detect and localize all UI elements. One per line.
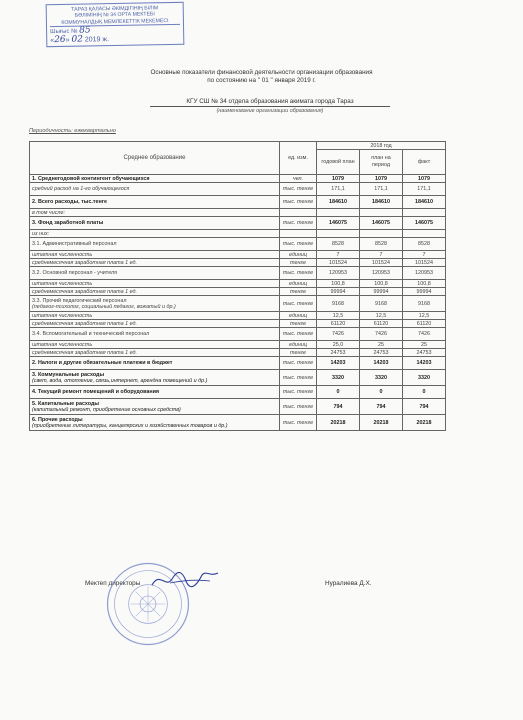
row-indicator-label: 3. Коммунальные расходы [32, 371, 105, 378]
row-unit [280, 230, 317, 238]
row-annual-plan-value: 99994 [317, 288, 360, 296]
stamp-out-label: Шығыс № [50, 28, 78, 36]
table-row [30, 288, 446, 296]
row-annual-plan-value: 101524 [317, 259, 360, 267]
row-indicator-label: из них: [32, 230, 50, 237]
row-indicator-label: среднемесячная заработная плата 1 ед. [32, 320, 137, 327]
row-unit: тыс. тенге [280, 370, 317, 386]
row-annual-plan-value: 14203 [317, 357, 360, 370]
row-actual-value: 171,1 [403, 183, 446, 196]
row-indicator-name [30, 349, 280, 357]
row-indicator-name [30, 217, 280, 230]
row-period-plan-value: 7 [360, 251, 403, 259]
row-period-plan-value: 14203 [360, 357, 403, 370]
row-indicator-label: средний расход на 1-го обучающегося [32, 186, 130, 192]
row-period-plan-value: 61120 [360, 320, 403, 328]
row-annual-plan-value: 25,0 [317, 341, 360, 349]
signatory-name: Нуралиева Д.Х. [325, 580, 372, 587]
row-indicator-label: 4. Текущий ремонт помещений и оборудования [32, 389, 160, 395]
row-indicator-label: штатная численность [32, 312, 93, 319]
row-period-plan-value: 100,8 [360, 280, 403, 288]
organization-caption: (наименование организации образования) [216, 108, 324, 114]
row-actual-value: 61120 [403, 320, 446, 328]
row-indicator-label: штатная численность [32, 341, 93, 348]
row-indicator-name [30, 209, 280, 217]
row-indicator-name [30, 312, 280, 320]
row-unit: тыс. тенге [280, 386, 317, 399]
table-row [30, 196, 446, 209]
row-indicator-name [30, 196, 280, 209]
row-actual-value: 9168 [403, 296, 446, 312]
table-row [30, 296, 446, 312]
row-indicator-label: среднемесячная заработная плата 1 ед. [32, 288, 137, 295]
signature-label: Мектеп директоры [85, 580, 141, 587]
row-indicator-name [30, 386, 280, 399]
row-indicator-label: 3.4. Вспомогательный и технический персонал [32, 331, 150, 337]
table-row [30, 267, 446, 280]
table-row [30, 209, 446, 217]
row-annual-plan-value: 9168 [317, 296, 360, 312]
row-indicator-name [30, 341, 280, 349]
row-period-plan-value: 8528 [360, 238, 403, 251]
row-annual-plan-value: 794 [317, 399, 360, 415]
row-indicator-label: 3.2. Основной персонал - учителя [32, 270, 118, 276]
handwritten-signature-icon [150, 567, 220, 591]
row-period-plan-value: 146075 [360, 217, 403, 230]
row-annual-plan-value: 100,8 [317, 280, 360, 288]
row-actual-value: 20218 [403, 415, 446, 431]
row-actual-value: 120953 [403, 267, 446, 280]
stamp-date-year: 2019 ж. [84, 36, 110, 44]
table-row [30, 415, 446, 431]
row-indicator-name [30, 175, 280, 183]
stamp-line: БӨЛІМІНІҢ № 34 ОРТА МЕКТЕБІ [74, 11, 155, 19]
header-actual: факт [403, 150, 446, 175]
row-actual-value: 184610 [403, 196, 446, 209]
row-actual-value: 794 [403, 399, 446, 415]
row-unit: единиц [280, 341, 317, 349]
row-indicator-note: (свет, вода, отопление, связь,интернет, арендна помещений и др.) [32, 377, 208, 384]
stamp-line: КОММУНАЛДЫҚ МЕМЛЕКЕТТІК МЕКЕМЕСІ [50, 17, 180, 27]
row-period-plan-value: 24753 [360, 349, 403, 357]
row-actual-value: 25 [403, 341, 446, 349]
row-indicator-label: среднемесячная заработная плата 1 ед. [32, 349, 137, 356]
row-period-plan-value: 7426 [360, 328, 403, 341]
row-indicator-note: (капитальный ремонт, приобретение основных средств) [32, 406, 181, 413]
row-annual-plan-value: 20218 [317, 415, 360, 431]
row-indicator-name [30, 296, 280, 312]
table-row [30, 259, 446, 267]
row-indicator-name [30, 288, 280, 296]
row-indicator-label: 6. Прочие расходы [32, 416, 83, 423]
row-unit: тыс. тенге [280, 415, 317, 431]
table-header-row [30, 142, 446, 150]
row-annual-plan-value: 171,1 [317, 183, 360, 196]
row-indicator-label: 5. Капитальные расходы [32, 400, 99, 407]
row-unit: тыс. тенге [280, 238, 317, 251]
row-annual-plan-value [317, 209, 360, 217]
row-actual-value: 12,5 [403, 312, 446, 320]
row-unit: тыс. тенге [280, 357, 317, 370]
row-indicator-name [30, 280, 280, 288]
row-indicator-label: 2. Налоги и другие обязательные платежи в бюджет [32, 360, 173, 366]
row-indicator-note: (педагог-психолог, социальный педагог, вожатый и др.) [32, 303, 176, 310]
row-indicator-label: 1. Среднегодовой контингент обучающихся [32, 175, 150, 182]
stamp-line: ТАРАЗ ҚАЛАСЫ ӘКІМДІГІНІҢ БІЛІМ [71, 5, 159, 13]
row-indicator-name [30, 230, 280, 238]
row-period-plan-value: 0 [360, 386, 403, 399]
row-unit: единиц [280, 280, 317, 288]
row-period-plan-value: 20218 [360, 415, 403, 431]
document-date-line: по состоянию на " 01 " января 2019 г. [207, 77, 316, 84]
row-indicator-label: 3. Фонд заработной платы [32, 220, 104, 226]
header-year: 2018 год [317, 142, 446, 150]
row-indicator-name [30, 399, 280, 415]
row-annual-plan-value: 1079 [317, 175, 360, 183]
row-annual-plan-value: 3320 [317, 370, 360, 386]
row-indicator-name [30, 328, 280, 341]
row-indicator-name [30, 183, 280, 196]
row-actual-value: 24753 [403, 349, 446, 357]
row-annual-plan-value: 61120 [317, 320, 360, 328]
row-annual-plan-value: 0 [317, 386, 360, 399]
row-annual-plan-value [317, 230, 360, 238]
row-actual-value: 14203 [403, 357, 446, 370]
outgoing-stamp [46, 2, 185, 48]
row-annual-plan-value: 12,5 [317, 312, 360, 320]
row-indicator-name [30, 238, 280, 251]
row-indicator-label: 3.1. Административный персонал [32, 241, 117, 247]
row-indicator-name [30, 357, 280, 370]
table-row [30, 399, 446, 415]
stamp-date-line: «26» 02 2019 ж. [50, 34, 110, 46]
row-indicator-name [30, 259, 280, 267]
row-annual-plan-value: 120953 [317, 267, 360, 280]
row-actual-value [403, 209, 446, 217]
row-period-plan-value: 794 [360, 399, 403, 415]
row-unit: чел. [280, 175, 317, 183]
row-actual-value: 100,8 [403, 280, 446, 288]
row-period-plan-value: 3320 [360, 370, 403, 386]
table-row [30, 349, 446, 357]
row-period-plan-value: 25 [360, 341, 403, 349]
table-row [30, 328, 446, 341]
document-title: Основные показатели финансовой деятельности организации образования [150, 69, 373, 76]
row-indicator-name [30, 267, 280, 280]
row-period-plan-value: 99994 [360, 288, 403, 296]
organization-name: КГУ СШ № 34 отдела образования акимата города Тараз [150, 98, 390, 107]
stamp-date-day: 26 [54, 35, 66, 46]
table-row [30, 217, 446, 230]
table-row [30, 251, 446, 259]
row-period-plan-value [360, 230, 403, 238]
row-actual-value: 7426 [403, 328, 446, 341]
row-indicator-name [30, 251, 280, 259]
row-unit: тыс. тенге [280, 267, 317, 280]
financial-indicators-table [29, 141, 446, 431]
row-actual-value: 0 [403, 386, 446, 399]
table-row [30, 312, 446, 320]
row-period-plan-value: 184610 [360, 196, 403, 209]
row-annual-plan-value: 8528 [317, 238, 360, 251]
table-row [30, 183, 446, 196]
row-unit: единиц [280, 251, 317, 259]
row-annual-plan-value: 7 [317, 251, 360, 259]
row-annual-plan-value: 184610 [317, 196, 360, 209]
row-unit: тенге [280, 288, 317, 296]
stamp-out-number: 85 [79, 25, 91, 36]
row-annual-plan-value: 24753 [317, 349, 360, 357]
row-actual-value: 99994 [403, 288, 446, 296]
table-row [30, 280, 446, 288]
row-period-plan-value: 171,1 [360, 183, 403, 196]
row-unit: тыс. тенге [280, 196, 317, 209]
periodicity-label: Периодичность: ежеквартально [29, 128, 116, 134]
row-unit: тенге [280, 320, 317, 328]
row-actual-value: 8528 [403, 238, 446, 251]
table-row [30, 341, 446, 349]
header-period-plan: план на период [360, 150, 403, 175]
table-row [30, 175, 446, 183]
table-row [30, 238, 446, 251]
row-actual-value: 101524 [403, 259, 446, 267]
row-annual-plan-value: 7426 [317, 328, 360, 341]
row-indicator-label: 3.3. Прочий педагогический персонал [32, 297, 127, 304]
row-indicator-note: (приобретение литературы, канцелярских и хозяйственных товаров и др.) [32, 422, 228, 429]
row-period-plan-value: 12,5 [360, 312, 403, 320]
row-indicator-label: штатная численность [32, 280, 93, 287]
header-unit: ед. изм. [280, 142, 317, 175]
header-education-level: Среднее образование [30, 142, 280, 175]
row-actual-value: 3320 [403, 370, 446, 386]
row-unit: тенге [280, 349, 317, 357]
row-period-plan-value [360, 209, 403, 217]
row-unit: тыс. тенге [280, 399, 317, 415]
row-unit: тенге [280, 259, 317, 267]
table-row [30, 357, 446, 370]
row-unit: единиц [280, 312, 317, 320]
row-period-plan-value: 1079 [360, 175, 403, 183]
row-period-plan-value: 9168 [360, 296, 403, 312]
row-indicator-label: штатная численность [32, 251, 93, 258]
row-unit: тыс. тенге [280, 296, 317, 312]
row-unit [280, 209, 317, 217]
row-indicator-label: среднемесячная заработная плата 1 ед. [32, 259, 137, 266]
row-period-plan-value: 101524 [360, 259, 403, 267]
header-annual-plan: годовой план [317, 150, 360, 175]
table-row [30, 370, 446, 386]
table-row [30, 320, 446, 328]
row-actual-value: 1079 [403, 175, 446, 183]
row-indicator-name [30, 320, 280, 328]
row-period-plan-value: 120953 [360, 267, 403, 280]
row-indicator-name [30, 370, 280, 386]
row-indicator-label: в том числе: [32, 209, 65, 216]
row-actual-value [403, 230, 446, 238]
row-indicator-label: 2. Всего расходы, тыс.тенге [32, 199, 108, 205]
row-unit: тыс. тенге [280, 183, 317, 196]
table-row [30, 230, 446, 238]
row-indicator-name [30, 415, 280, 431]
row-annual-plan-value: 146075 [317, 217, 360, 230]
row-unit: тыс. тенге [280, 217, 317, 230]
stamp-date-month: 02 [71, 34, 84, 45]
row-actual-value: 146075 [403, 217, 446, 230]
stamp-number-line [50, 26, 180, 36]
row-actual-value: 7 [403, 251, 446, 259]
table-row [30, 386, 446, 399]
row-unit: тыс. тенге [280, 328, 317, 341]
